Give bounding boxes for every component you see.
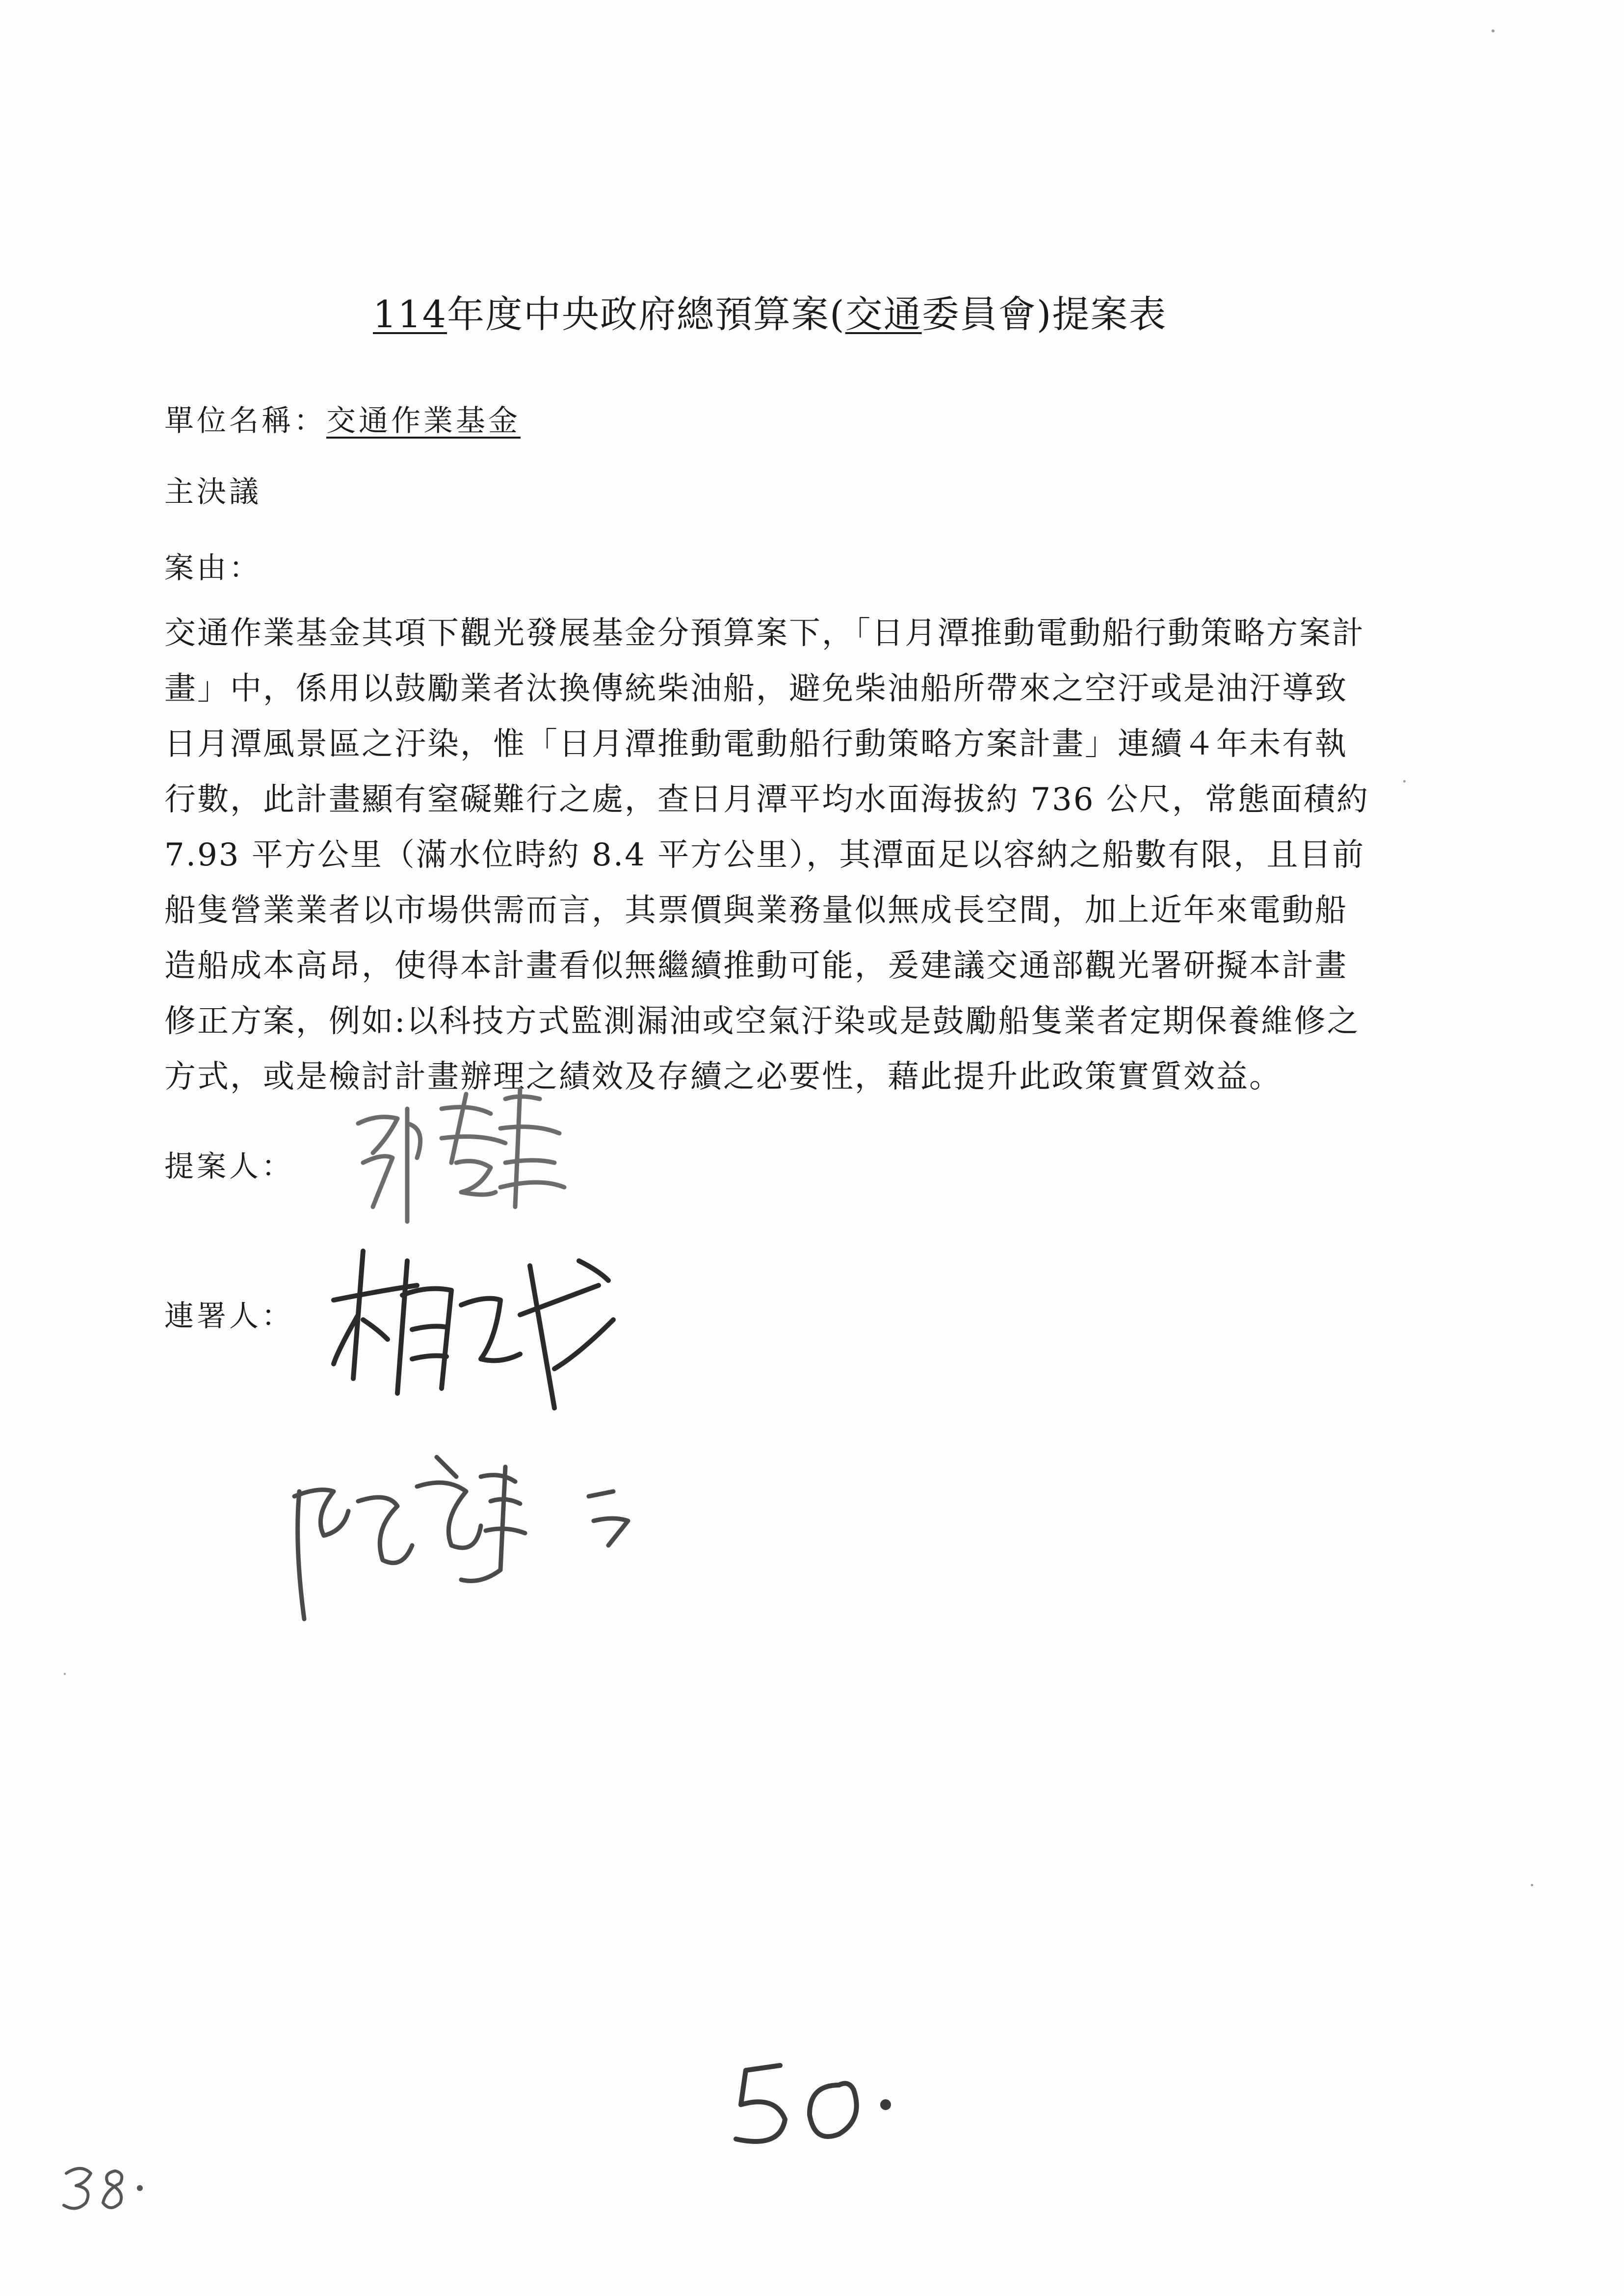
body-line: 船隻營業業者以市場供需而言，其票價與業務量似無成長空間，加上近年來電動船 — [164, 892, 1348, 929]
scan-speck — [64, 1673, 66, 1675]
cosigner-signature-1 — [324, 1241, 628, 1428]
body-line: 方式，或是檢討計畫辦理之績效及存續之必要性，藉此提升此政策實質效益。 — [164, 1059, 1282, 1095]
title-committee-b: 委員會 — [921, 292, 1037, 336]
title-end: )提案表 — [1036, 292, 1167, 336]
scan-speck — [1492, 29, 1494, 32]
proposer-label: 提案人： — [164, 1149, 294, 1184]
reason-label: 案由： — [164, 551, 262, 585]
body-line: 畫」中，係用以鼓勵業者汰換傳統柴油船，避免柴油船所帶來之空汙或是油汙導致 — [164, 671, 1348, 707]
scan-speck — [1403, 780, 1406, 783]
scan-speck — [1531, 1884, 1533, 1886]
handwritten-page-number — [721, 2041, 927, 2159]
page-title — [373, 285, 1167, 338]
cosigner-signature-2 — [275, 1447, 657, 1644]
cosigner-label: 連署人： — [164, 1299, 294, 1333]
body-line: 日月潭風景區之汙染，惟「日月潭推動電動船行動策略方案計畫」連續４年未有執 — [164, 726, 1348, 762]
body-line: 7.93 平方公里（滿水位時約 8.4 平方公里），其潭面足以容納之船數有限，且目前 — [164, 837, 1365, 873]
unit-value: 交通作業基金 — [326, 404, 521, 438]
corner-number-drawing — [56, 2154, 155, 2222]
body-line: 修正方案，例如:以科技方式監測漏油或空氣汙染或是鼓勵船隻業者定期保養維修之 — [164, 1003, 1360, 1040]
title-committee-a: 交通 — [845, 292, 922, 336]
reason-body — [164, 606, 1577, 1105]
body-line: 造船成本高昂，使得本計畫看似無繼續推動可能，爰建議交通部觀光署研擬本計畫 — [164, 948, 1348, 984]
unit-row — [164, 397, 540, 440]
handwritten-corner-number — [56, 2154, 155, 2222]
body-line: 交通作業基金其項下觀光發展基金分預算案下，「日月潭推動電動船行動策略方案計 — [164, 615, 1365, 652]
title-mid: 年度中央政府總預算案( — [447, 292, 845, 336]
unit-label: 單位名稱： — [164, 404, 326, 438]
title-year: 114 — [373, 292, 447, 336]
resolution-label: 主決議 — [164, 475, 262, 509]
proposer-signature — [343, 1079, 579, 1241]
page-number-drawing — [721, 2041, 927, 2159]
body-line: 行數，此計畫顯有窒礙難行之處，查日月潭平均水面海拔約 736 公尺，常態面積約 — [164, 782, 1369, 818]
